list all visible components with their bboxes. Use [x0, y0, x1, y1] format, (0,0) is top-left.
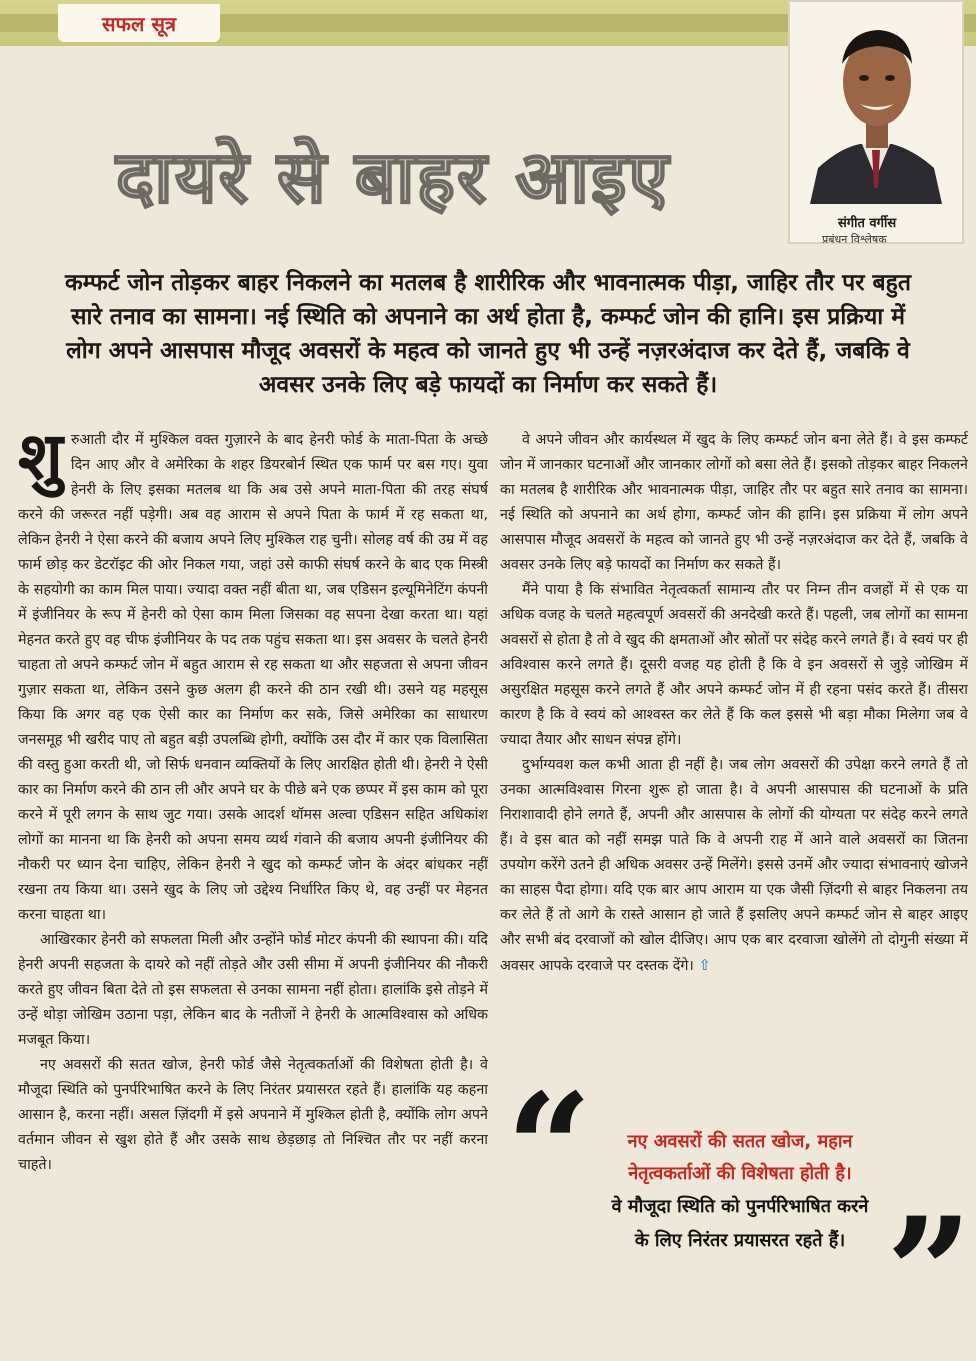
paragraph	[18, 428, 488, 928]
open-quote-icon: “	[506, 1061, 593, 1237]
article-standfirst: कम्फर्ट जोन तोड़कर बाहर निकलने का मतलब है शारीरिक और भावनात्मक पीड़ा, जाहिर तौर पर बहुत सारे तनाव का सामना। नई स्थिति को अपनाने का अर्थ होता है, कम्फर्ट जोन की हानि। इस प्रक्रिया में लोग अपने आसपास मौजूद अवसरों के महत्व को जानते हुए भी उन्हें नज़रअंदाज कर देते हैं, जबकि वे अवसर उनके लिए बड़े फायदों का निर्माण कर सकते हैं।	[64, 270, 912, 398]
paragraph: वे अपने जीवन और कार्यस्थल में खुद के लिए कम्फर्ट जोन बना लेते हैं। वे इस कम्फर्ट जोन में जानकार घटनाओं और जानकार लोगों को बसा लेते हैं। इसको तोड़कर बाहर निकलने का मतलब है शारीरिक और भावनात्मक पीड़ा, जाहिर तौर पर बहुत सारे तनाव का सामना। नई स्थिति को अपनाने का अर्थ होगा, कम्फर्ट जोन की हानि। इस प्रक्रिया में लोग अपने आसपास मौजूद अवसरों के महत्व को जानते हुए भी उन्हें नज़रअंदाज कर देते हैं, जबकि वे अवसर उनके लिए बड़े फायदों का निर्माण कर सकते हैं।	[500, 432, 968, 573]
close-quote-icon: ”	[886, 1185, 973, 1361]
author-photo	[788, 0, 964, 244]
paragraph: नए अवसरों की सतत खोज, हेनरी फोर्ड जैसे नेतृत्वकर्ताओं की विशेषता होती है। वे मौजूदा स्थिति को पुनर्परिभाषित करने के लिए निरंतर प्रयासरत रहते हैं। हालांकि यह कहना आसान है, करना नहीं। असल ज़िंदगी में इसे अपनाने में मुश्किल होती है, क्योंकि लोग अपने वर्तमान जीवन से खुश होते हैं और उसके साथ छेड़छाड़ तो निश्चित तौर पर नहीं करना चाहते।	[18, 1057, 488, 1173]
pull-quote	[560, 1126, 920, 1258]
author-name: संगीत वर्गीस	[838, 216, 897, 231]
end-mark-icon: ⇧	[698, 956, 711, 974]
article-title: दायरे से बाहर आइए	[116, 135, 671, 219]
paragraph: आखिरकार हेनरी को सफलता मिली और उन्होंने फोर्ड मोटर कंपनी की स्थापना की। यदि हेनरी अपनी सहजता के दायरे को नहीं तोड़ते और उसी सीमा में अपनी इंजीनियर की नौकरी करते हुए जीवन बिता देते तो इस सफलता से उनका सामना नहीं होता। हालांकि इसे तोड़ने में उन्हें थोड़ा जोखिम उठाना पड़ा, लेकिन बाद के नतीजों ने हेनरी के आत्मविश्वास को अधिक मजबूत किया।	[18, 932, 488, 1048]
drop-cap: शु	[18, 428, 63, 495]
pull-quote-line: के लिए निरंतर प्रयासरत रहते हैं।	[634, 1230, 846, 1251]
left-column	[18, 428, 488, 1312]
author-role: प्रबंधन विश्लेषक	[822, 233, 887, 246]
pull-quote-line: नेतृत्वकर्ताओं की विशेषता होती है।	[628, 1163, 852, 1184]
section-label: सफल सूत्र	[101, 11, 177, 36]
right-column	[500, 428, 968, 1090]
author-portrait-image	[800, 8, 952, 204]
paragraph-text: दुर्भाग्यवश कल कभी आता ही नहीं है। जब लोग अवसरों की उपेक्षा करने लगते हैं तो उनका आत्मविश्वास गिरना शुरू हो जाता है। वे अपनी आसपास की घटनाओं के प्रति निराशावादी होने लगते हैं, अपनी और आसपास के लोगों की योग्यता पर संदेह करने लगते हैं। वे इस बात को नहीं समझ पाते कि वे अपनी राह में आने वाले अवसरों का जितना उपयोग करेंगे उतने ही अधिक अवसर उन्हें मिलेंगे। इससे उनमें और ज्यादा संभावनाएं खोजने का साहस पैदा होगा। यदि एक बार आप आराम या एक जैसी ज़िंदगी से बाहर निकलना तय कर लेते हैं तो आगे के रास्ते आसान हो जाते हैं इसलिए अपने कम्फर्ट जोन से बाहर आइए और सभी बंद दरवाजों को खोल दीजिए। आप एक बार दरवाजा खोलेंगे तो दोगुनी संख्या में अवसर आपके दरवाजे पर दस्तक देंगे।	[500, 757, 968, 974]
section-badge	[58, 4, 220, 42]
paragraph	[500, 753, 968, 979]
paragraph: मैंने पाया है कि संभावित नेतृत्वकर्ता सामान्य तौर पर निम्न तीन वजहों में से एक या अधिक वजह के चलते महत्वपूर्ण अवसरों की अनदेखी करते हैं। पहली, जब लोगों का सामना अवसरों से होता है तो वे खुद की क्षमताओं और स्रोतों पर संदेह करने लगते हैं। वे स्वयं पर ही अविश्वास करने लगते हैं। दूसरी वजह यह होती है कि वे इन अवसरों से जुड़े जोखिम में असुरक्षित महसूस करने लगते हैं और अपने कम्फर्ट जोन में ही रहना पसंद करते हैं। तीसरा कारण है कि वे स्वयं को आश्वस्त कर लेते हैं कि कल इससे भी बड़ा मौका मिलेगा जब वे ज्यादा तैयार और साधन संपन्न होंगे।	[500, 582, 968, 748]
paragraph-text: रुआती दौर में मुश्किल वक्त गुज़ारने के बाद हेनरी फोर्ड के माता-पिता के अच्छे दिन आए और वे अमेरिका के शहर डियरबोर्न स्थित एक फार्म पर बस गए। युवा हेनरी के लिए इसका मतलब था कि अब उसे अपने माता-पिता की तरह संघर्ष करने की जरूरत नहीं पड़ेगी। अब वह आराम से अपने पिता के फार्म में रह सकता था, लेकिन हेनरी ने ऐसा करने की बजाय अपने लिए मुश्किल राह चुनी। सोलह वर्ष की उम्र में वह फार्म छोड़ कर डेटरॉइट की ओर निकल गया, जहां उसे काफी संघर्ष करने के बाद एक मिस्त्री के सहयोगी का काम मिल पाया। ज्यादा वक्त नहीं बीता था, जब एडिसन इल्यूमिनेटिंग कंपनी में इंजीनियर के रूप में हेनरी को ऐसा काम मिला जिसका वह सपना देखा करता था। यहां मेहनत करते हुए वह चीफ इंजीनियर के पद तक पहुंच सकता था। इस अवसर के चलते हेनरी चाहता तो अपने कम्फर्ट जोन में बहुत आराम से रह सकता था और सहजता से अपना जीवन गुज़ार सकता था, लेकिन उसने कुछ अलग ही करने की ठान रखी थी। उसने यह महसूस किया कि अगर वह एक ऐसी कार का निर्माण कर सके, जिसे अमेरिका का साधारण जनसमूह भी खरीद पाए तो बहुत बड़ी उपलब्धि होगी, क्योंकि उस दौर में कार एक विलासिता की वस्तु हुआ करती थी, जो सिर्फ धनवान व्यक्तियों के लिए आरक्षित होती थी। हेनरी ने ऐसी कार का निर्माण करने की ठान ली और अपने घर के पीछे बने एक छप्पर में इस काम को पूरा करने में पूरी लगन के साथ जुट गया। उसके आदर्श थॉमस अल्वा एडिसन सहित अधिकांश लोगों का मानना था कि हेनरी को अपना समय व्यर्थ गंवाने की बजाय अपनी इंजीनियर की नौकरी पर ध्यान देना चाहिए, लेकिन हेनरी ने खुद को कम्फर्ट जोन के अंदर बांधकर नहीं रखना तय किया था। उसने खुद के लिए जो उद्देश्य निर्धारित किए थे, वह उन्हीं पर मेहनत करना चाहता था।	[18, 432, 488, 923]
pull-quote-line: नए अवसरों की सतत खोज, महान	[627, 1131, 853, 1152]
pull-quote-line: वे मौजूदा स्थिति को पुनर्परिभाषित करने	[611, 1196, 869, 1217]
